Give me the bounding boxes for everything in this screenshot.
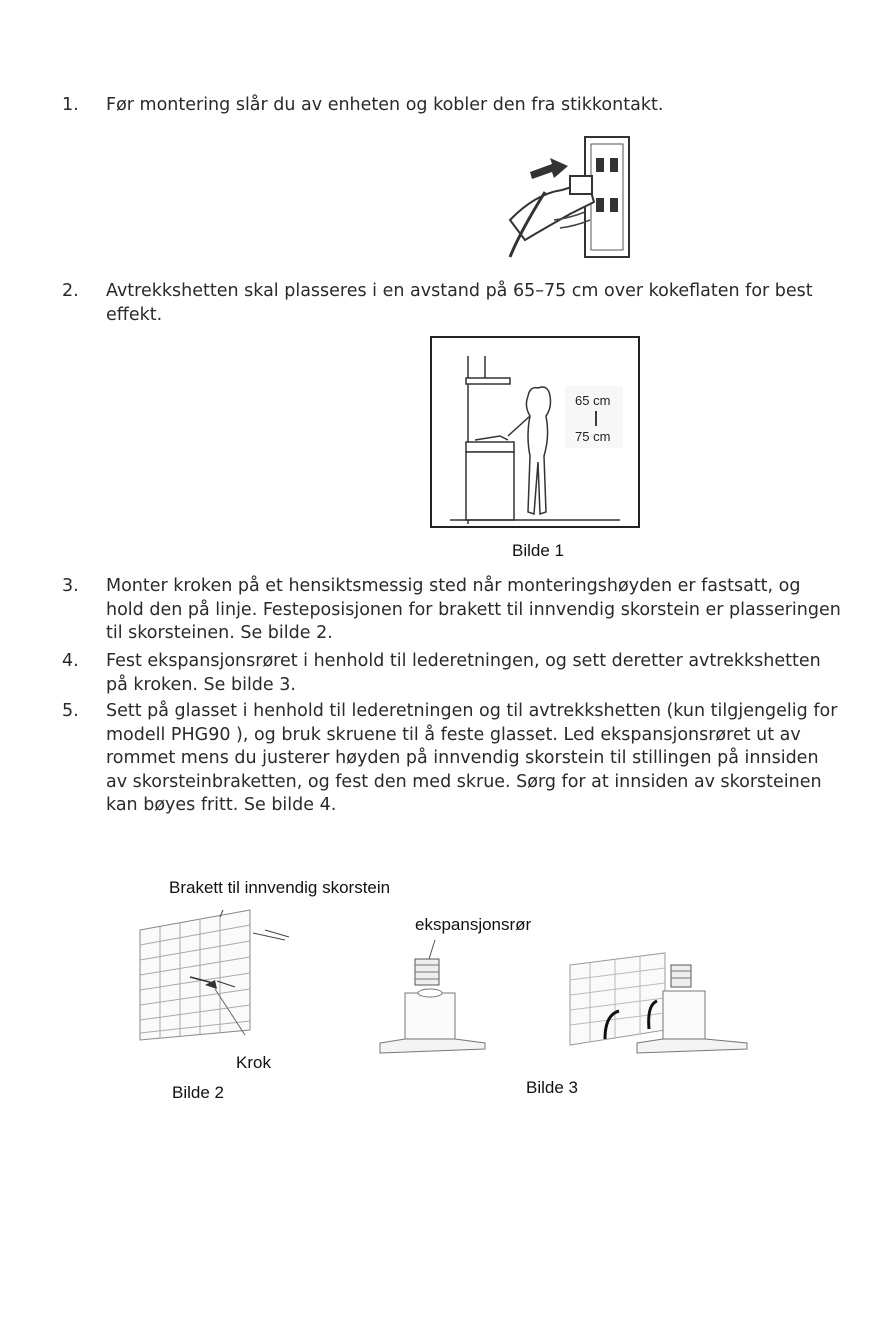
distance-bottom-label: 75 cm [575,429,611,444]
figure-3-hood-assembly [375,935,760,1065]
step-number: 4. [62,651,79,671]
step-5 [62,700,842,818]
step-text: Før montering slår du av enheten og kobler den fra stikkontakt. [106,95,664,115]
pipe-label: ekspansjonsrør [415,915,532,934]
unplug-illustration [490,132,640,262]
step-text: Avtrekkshetten skal plasseres i en avstand på 65–75 cm over kokeflaten for best effekt. [106,281,813,325]
step-text: Fest ekspansjonsrøret i henhold til lederetningen, og sett deretter avtrekkshetten på kroken. Se bilde 3. [106,651,821,695]
figure-1-caption: Bilde 1 [512,541,564,560]
step-1 [62,94,842,118]
step-text: Monter kroken på et hensiktsmessig sted når monteringshøyden er fastsatt, og hold den på linje. Festeposisjonen for brakett til innvendig skorstein er plasseringen til skorsteinen. Se bilde 2. [106,576,841,643]
step-text: Sett på glasset i henhold til lederetningen og til avtrekkshetten (kun tilgjengelig for modell PHG90 ), og bruk skruene til å feste glasset. Led ekspansjonsrøret ut av rommet mens du justerer høyden på innvendig skorstein til stillingen på innsiden av skorsteinbraketten, og fest den med skrue. Sørg for at innsiden av skorsteinen kan bøyes fritt. Se bilde 4. [106,701,838,815]
hook-label: Krok [236,1053,271,1072]
figure-3-caption: Bilde 3 [526,1078,578,1097]
distance-top-label: 65 cm [575,393,611,408]
step-4 [62,650,842,697]
figure-1-hood-height [430,336,640,528]
step-3 [62,575,842,646]
step-number: 3. [62,576,79,596]
step-2 [62,280,842,327]
step-number: 2. [62,281,79,301]
figure-2-caption: Bilde 2 [172,1083,224,1102]
bracket-label: Brakett til innvendig skorstein [169,878,391,897]
step-number: 5. [62,701,79,721]
step-number: 1. [62,95,79,115]
figure-2-wall-bracket [135,905,295,1045]
